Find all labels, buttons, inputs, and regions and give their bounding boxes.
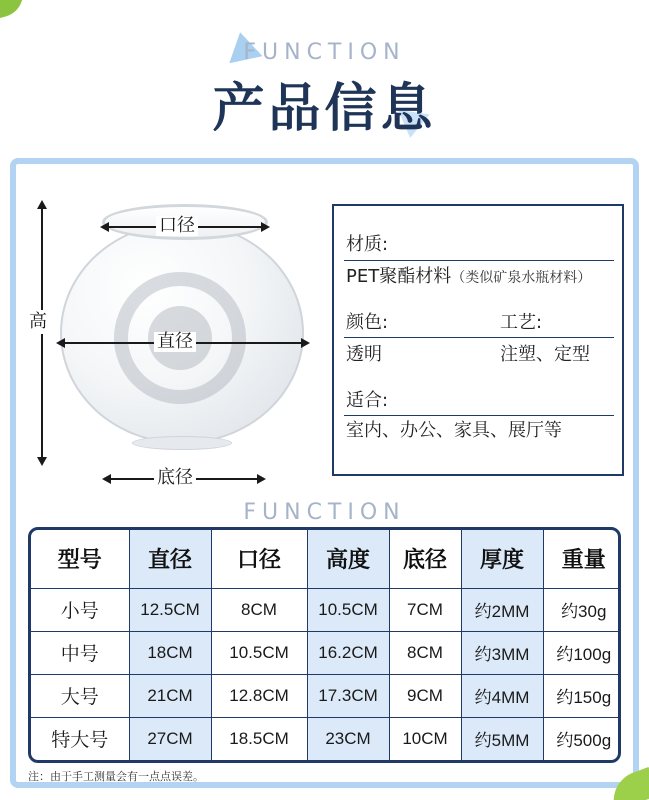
table-cell: 约100g <box>543 631 621 674</box>
info-box <box>332 204 624 476</box>
table-cell: 7CM <box>389 588 461 631</box>
table-cell: 27CM <box>129 717 211 760</box>
suitable-value: 室内、办公、家具、展厅等 <box>346 420 562 441</box>
table-cell: 12.8CM <box>211 674 307 717</box>
diameter-label: 直径 <box>154 332 196 352</box>
table-header-row <box>31 530 621 588</box>
material-note: （类似矿泉水瓶材料） <box>451 270 592 286</box>
material-label: 材质: <box>346 234 389 255</box>
material-value-text: PET聚酯材料 <box>346 266 452 287</box>
column-header: 型号 <box>31 530 129 588</box>
spec-table-grid <box>31 530 621 760</box>
table-cell: 23CM <box>307 717 389 760</box>
divider <box>344 415 614 416</box>
column-header: 直径 <box>129 530 211 588</box>
table-cell: 中号 <box>31 631 129 674</box>
table-cell: 约3MM <box>461 631 543 674</box>
craft-label: 工艺: <box>500 312 543 333</box>
table-cell: 约2MM <box>461 588 543 631</box>
color-label: 颜色: <box>346 312 389 333</box>
table-row <box>31 717 621 760</box>
table-row <box>31 588 621 631</box>
material-value <box>346 266 591 289</box>
table-cell: 21CM <box>129 674 211 717</box>
craft-value: 注塑、定型 <box>500 344 590 365</box>
column-header: 口径 <box>211 530 307 588</box>
footnote: 注：由于手工测量会有一点点误差。 <box>28 770 204 783</box>
mouth-label: 口径 <box>156 216 198 236</box>
leaf-decoration <box>0 0 28 21</box>
header-sup-title: FUNCTION <box>243 40 406 65</box>
table-cell: 18.5CM <box>211 717 307 760</box>
section-sup-title: FUNCTION <box>243 500 406 525</box>
table-cell: 16.2CM <box>307 631 389 674</box>
base-label: 底径 <box>154 468 196 488</box>
table-cell: 小号 <box>31 588 129 631</box>
table-cell: 大号 <box>31 674 129 717</box>
table-cell: 17.3CM <box>307 674 389 717</box>
column-header: 厚度 <box>461 530 543 588</box>
suitable-label: 适合: <box>346 390 389 411</box>
divider <box>344 337 614 338</box>
color-value: 透明 <box>346 344 382 365</box>
column-header: 重量 <box>543 530 621 588</box>
table-cell: 9CM <box>389 674 461 717</box>
table-cell: 约500g <box>543 717 621 760</box>
table-cell: 特大号 <box>31 717 129 760</box>
header <box>0 0 649 150</box>
bowl-diagram <box>24 190 324 490</box>
table-cell: 18CM <box>129 631 211 674</box>
table-cell: 10.5CM <box>211 631 307 674</box>
table-cell: 约150g <box>543 674 621 717</box>
column-header: 高度 <box>307 530 389 588</box>
table-cell: 8CM <box>389 631 461 674</box>
table-row <box>31 674 621 717</box>
table-cell: 约30g <box>543 588 621 631</box>
spec-table <box>28 527 621 763</box>
table-row <box>31 631 621 674</box>
page-title: 产品信息 <box>212 79 437 139</box>
table-cell: 8CM <box>211 588 307 631</box>
divider <box>344 260 614 261</box>
column-header: 底径 <box>389 530 461 588</box>
table-cell: 约5MM <box>461 717 543 760</box>
height-label: 高 <box>29 311 47 332</box>
bowl-base <box>132 436 232 450</box>
table-cell: 约4MM <box>461 674 543 717</box>
table-cell: 12.5CM <box>129 588 211 631</box>
table-cell: 10.5CM <box>307 588 389 631</box>
table-cell: 10CM <box>389 717 461 760</box>
